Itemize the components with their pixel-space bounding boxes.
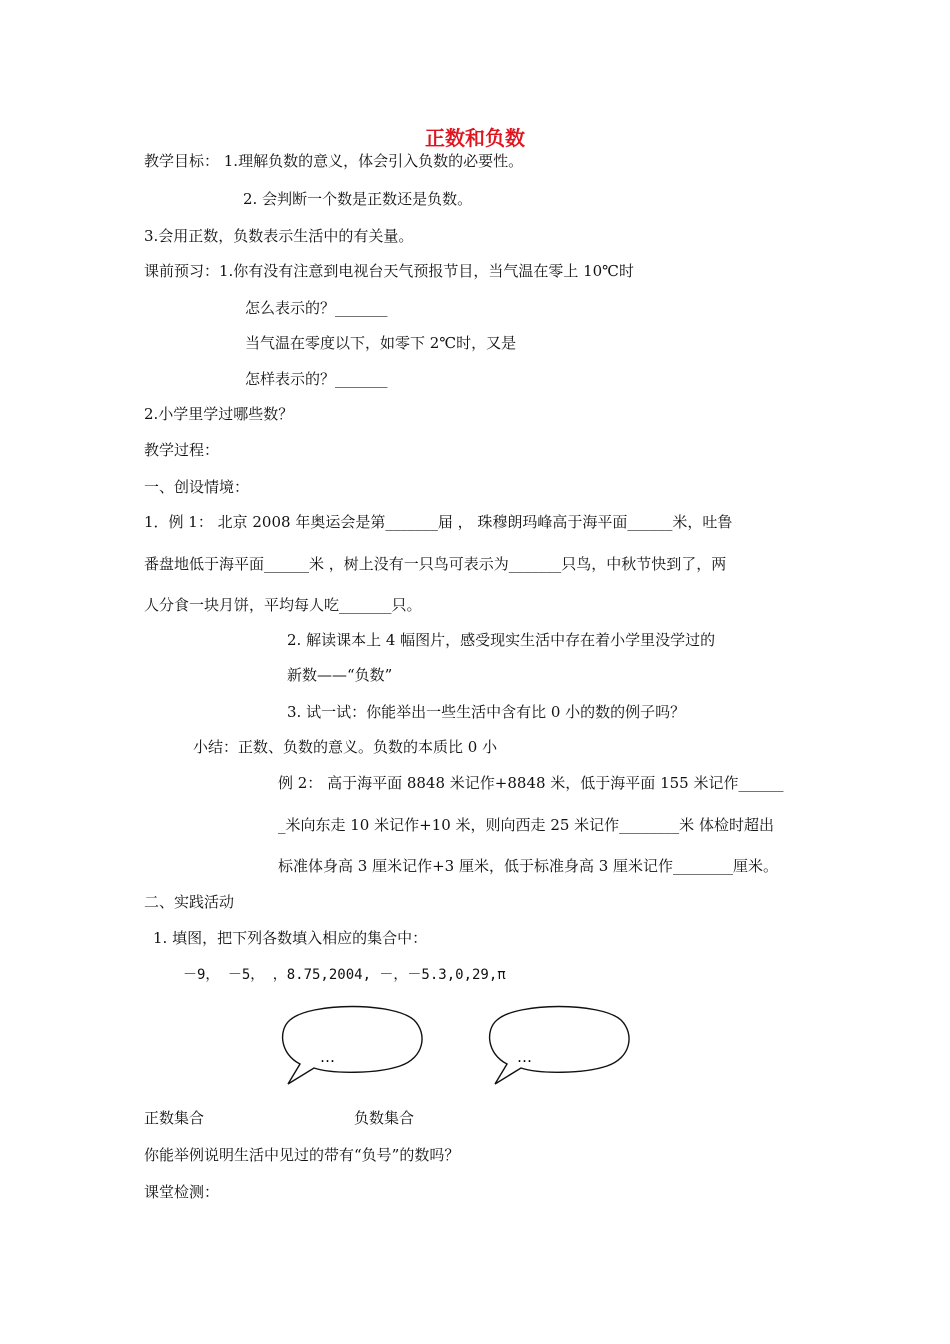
section-2-heading: 二、实践活动 — [144, 893, 235, 911]
example-1-line-2: 番盘地低于海平面______米 ，树上没有一只鸟可表示为_______只鸟，中秋节快到了，两 — [144, 555, 727, 573]
teaching-goals-3: 3.会用正数，负数表示生活中的有关量。 — [144, 227, 414, 245]
example-1-line-3: 人分食一块月饼，平均每人吃_______只。 — [144, 596, 422, 614]
preview-question-1-cont: 当气温在零度以下，如零下 2℃时，又是 — [245, 334, 517, 352]
example-2-line-3: 标准体身高 3 厘米记作+3 厘米，低于标准身高 3 厘米记作________厘米。 — [278, 857, 779, 875]
item-2-line-1: 2. 解读课本上 4 幅图片，感受现实生活中存在着小学里没学过的 — [287, 631, 716, 649]
teaching-process-heading: 教学过程： — [144, 441, 220, 459]
example-2-line-1: 例 2： 高于海平面 8848 米记作+8848 米，低于海平面 155 米记作______ — [278, 774, 784, 792]
document-title: 正数和负数 — [425, 126, 525, 150]
item-3: 3. 试一试：你能举出一些生活中含有比 0 小的数的例子吗？ — [287, 703, 686, 721]
preview-question-1: 课前预习：1.你有没有注意到电视台天气预报节目，当气温在零上 10℃时 — [144, 262, 634, 280]
teaching-goals-1: 教学目标： 1.理解负数的意义，体会引入负数的必要性。 — [144, 152, 524, 170]
preview-question-1-blank-b: 怎样表示的？_______ — [245, 370, 388, 388]
item-2-line-2: 新数——“负数” — [287, 666, 393, 684]
section-1-heading: 一、创设情境： — [144, 478, 250, 496]
negative-set-ellipsis: … — [517, 1048, 532, 1066]
preview-question-2: 2.小学里学过哪些数？ — [144, 405, 294, 423]
summary: 小结：正数、负数的意义。负数的本质比 0 小 — [193, 738, 498, 756]
example-1-line-1: 1．例 1： 北京 2008 年奥运会是第_______届 ， 珠穆朗玛峰高于海平面______米，吐鲁 — [144, 513, 733, 531]
example-2-line-2: _米向东走 10 米记作+10 米，则向西走 25 米记作________米 体检时超出 — [278, 816, 774, 834]
positive-set-label: 正数集合 — [144, 1109, 205, 1127]
teaching-goals-2: 2. 会判断一个数是正数还是负数。 — [243, 190, 473, 208]
question-negative-sign: 你能举例说明生活中见过的带有“负号”的数吗？ — [144, 1146, 460, 1164]
number-list: －9， －5， ，8.75,2004, －，－5.3,0,29,π — [183, 967, 506, 983]
classroom-test-heading: 课堂检测： — [144, 1183, 220, 1201]
preview-question-1-blank-a: 怎么表示的？_______ — [245, 299, 388, 317]
positive-set-ellipsis: … — [320, 1048, 335, 1066]
negative-set-bubble — [483, 1000, 635, 1090]
positive-set-bubble — [276, 1000, 428, 1090]
negative-set-label: 负数集合 — [354, 1109, 415, 1127]
exercise-1: 1. 填图，把下列各数填入相应的集合中： — [153, 929, 428, 947]
